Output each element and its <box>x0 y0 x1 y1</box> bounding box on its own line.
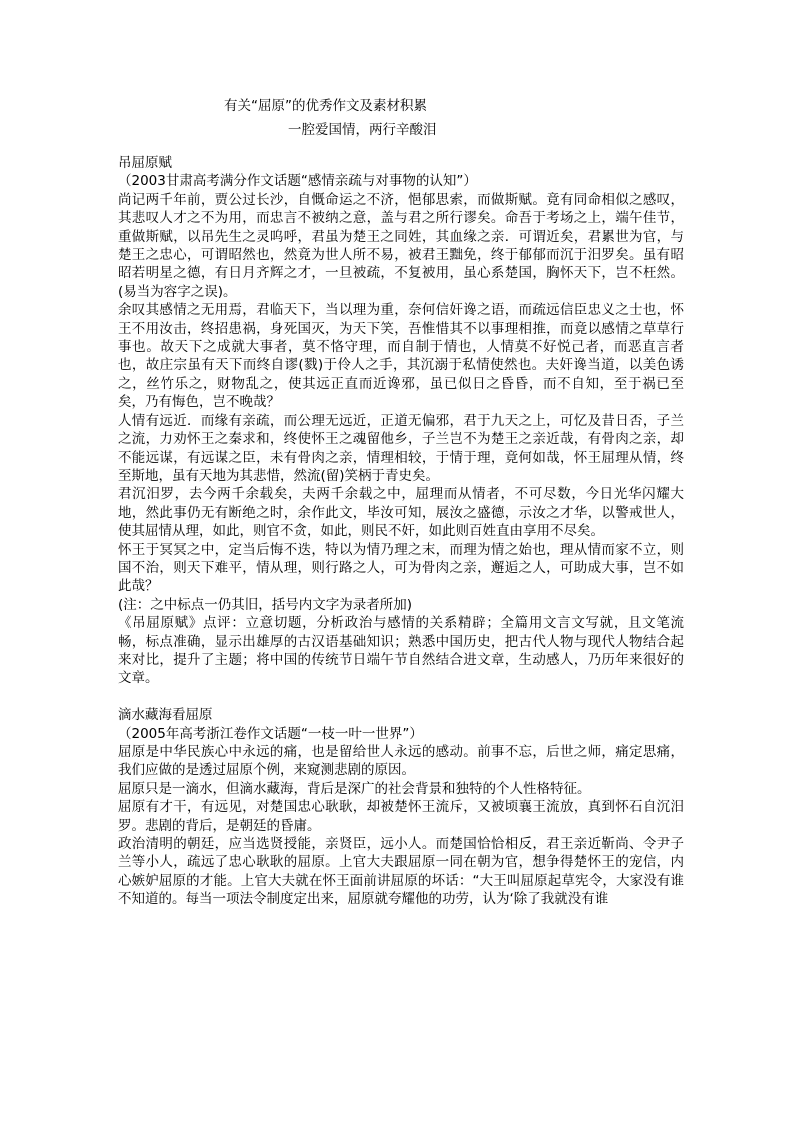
section-spacer <box>118 688 684 706</box>
document-subtitle: 一腔爱国情，两行辛酸泪 <box>288 122 437 138</box>
paragraph: 屈原只是一滴水，但滴水藏海，背后是深广的社会背景和独特的个人性格特征。 <box>118 780 591 797</box>
essay-source-note: （2005年高考浙江卷作文话题“一枝一叶一世界”） <box>118 725 423 742</box>
essay-heading: 吊屈原赋 <box>118 155 172 171</box>
paragraph: 尚记两千年前，贾公过长沙，自慨命运之不济，悒郁思索，而做斯赋。竟有同命相似之感叹，其悲叹人才之不为用，而忠言不被纳之意，盖与君之所行谬矣。命吾于考场之上，端午佳节，重做斯赋，以吊先生之灵呜呼，君虽为楚王之同姓，其血缘之亲．可谓近矣，君累世为官，与楚王之忠心，可谓昭然也，然竟为世人所不易，被君王黜免，终于郁郁而沉于汨罗矣。虽有昭昭若明星之德，有日月齐辉之才，一旦被疏，不复被用，虽心系楚国，胸怀天下，岂不枉然。(易当为容字之误)。 <box>118 191 684 300</box>
document-title: 有关“屈原”的优秀作文及素材积累 <box>224 98 427 114</box>
essay-section-2 <box>118 706 684 908</box>
paragraph: 屈原有才干，有远见，对楚国忠心耿耿，却被楚怀王流斥，又被顷襄王流放，真到怀石自沉汨罗。悲剧的背后，是朝廷的昏庸。 <box>118 799 684 834</box>
commentary-paragraph: 《吊屈原赋》点评：立意切题，分析政治与感情的关系精辟；全篇用文言文写就，且文笔流畅，标点准确，显示出雄厚的古汉语基础知识；熟悉中国历史，把古代人物与现代人物结合起来对比，提升了主题；将中国的传统节日端午节自然结合进文章，生动感人，乃历年来很好的文章。 <box>118 615 684 687</box>
paragraph: 怀王于冥冥之中，定当后悔不迭，特以为情乃理之末，而理为情之始也，理从情而家不立，则国不治，则天下难平，情从理，则行路之人，可为骨肉之亲，邂逅之人，可助成大事，岂不如此哉？ <box>118 541 684 595</box>
paragraph: 政治清明的朝廷，应当选贤授能，亲贤臣，远小人。而楚国恰恰相反，君王亲近靳尚、令尹子兰等小人，疏远了忠心耿耿的屈原。上官大夫跟屈原一同在朝为官，想争得楚怀王的宠信，内心嫉妒屈原的才能。上官大夫就在怀王面前讲屈原的坏话：“大王叫屈原起草宪令，大家没有谁不知道的。每当一项法令制度定出来，屈原就夸耀他的功劳，认为‘除了我就没有谁 <box>118 836 684 908</box>
essay-heading: 滴水藏海看屈原 <box>118 707 213 724</box>
paragraph: 余叹其感情之无用焉，君临天下，当以理为重，奈何信奸谗之语，而疏远信臣忠义之士也，怀王不用汝击，终招患祸，身死国灭，为天下笑，吾惟惜其不以事理相推，而竟以感情之草草行事也。故天下之成就大事者，莫不恪守理，而自制于情也，人情莫不好悦己者，而恶直言者也，故庄宗虽有天下而终自谬(戮)于伶人之手，其沉溺于私情使然也。夫奸谗当道，以美色诱之，丝竹乐之，财物乱之，使其远正直而近谗邪，虽已似日之昏昏，而不自知，至于祸已至矣，乃有悔色，岂不晚哉？ <box>118 302 684 411</box>
essay-section-1 <box>118 154 684 688</box>
document-body <box>118 154 684 909</box>
paragraph: 人情有远近．而缘有亲疏，而公理无远近，正道无偏邪，君于九天之上，可忆及昔日否，子兰之流，力劝怀王之秦求和，终使怀王之魂留他乡，子兰岂不为楚王之亲近哉，有骨肉之亲，却不能远谋，有远谋之臣，未有骨肉之亲，情理相较，于情于理，竟何如哉，怀王屈理从情，终至斯地，虽有天地为其悲惜，然流(留)笑柄于青史矣。 <box>118 412 684 484</box>
paragraph: 君沉汨罗，去今两千余载矣，夫两千余载之中，屈理而从情者，不可尽数，今日光华闪耀大地，然此事仍无有断绝之时，余作此文，毕汝可知，展汝之盛德，示汝之才华，以警戒世人，使其屈情从理，如此，则官不贪，如此，则民不奸，如此则百姓直由享用不尽矣。 <box>118 486 684 540</box>
paragraph: 屈原是中华民族心中永远的痛，也是留给世人永远的感动。前事不忘，后世之师，痛定思痛，我们应做的是透过屈原个例，来窥测悲剧的原因。 <box>118 743 684 779</box>
annotation-note: (注：之中标点一仍其旧，括号内文字为录者所加) <box>118 596 413 613</box>
essay-source-note: （2003甘肃高考满分作文话题“感情亲疏与对事物的认知”） <box>118 173 477 190</box>
